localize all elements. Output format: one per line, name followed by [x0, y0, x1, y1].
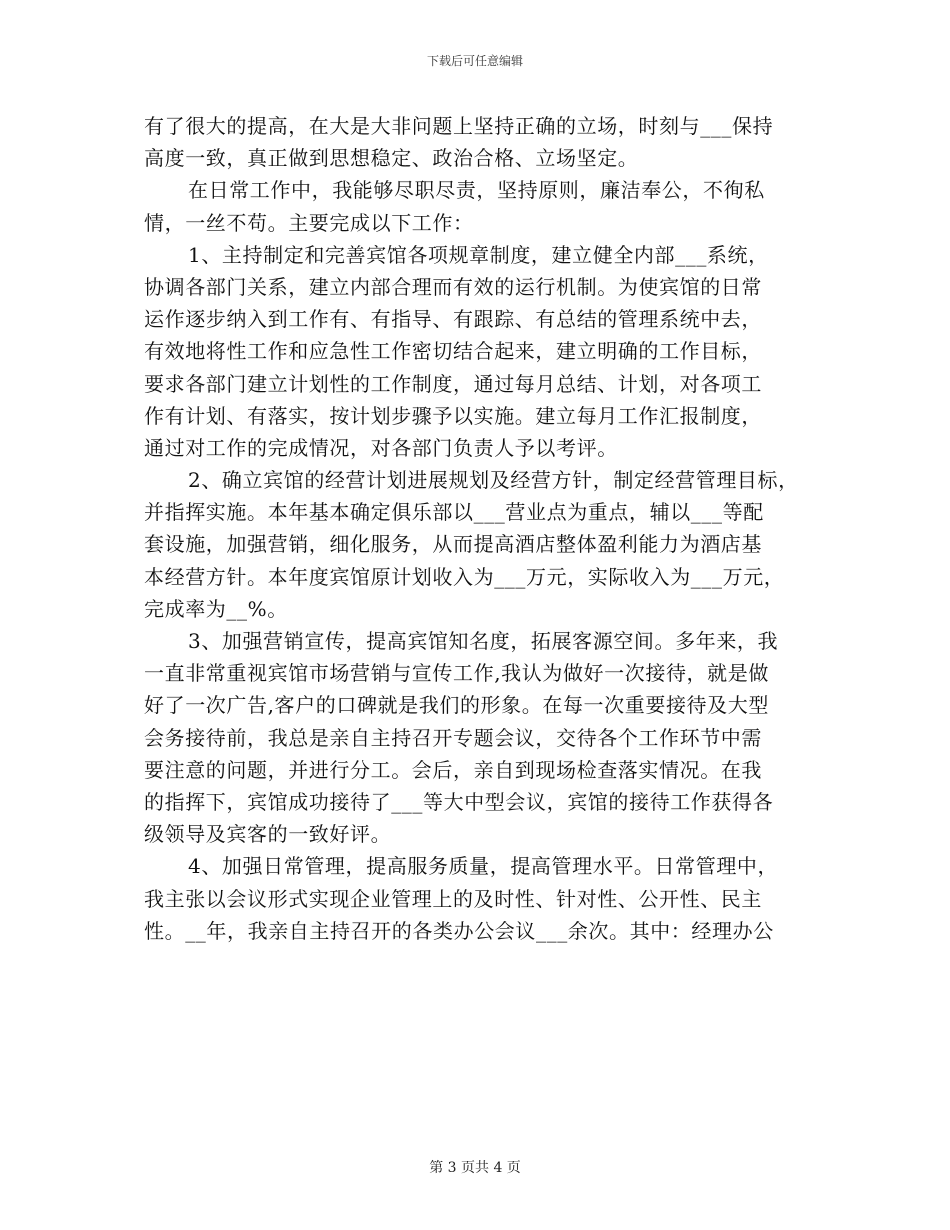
text-line: 套设施，加强营销，细化服务，从而提高酒店整体盈利能力为酒店基 — [144, 532, 762, 557]
text-line: 情，一丝不苟。主要完成以下工作： — [144, 210, 474, 235]
text-line: 1、主持制定和完善宾馆各项规章制度，建立健全内部___系统， — [188, 242, 769, 267]
text-line: 运作逐步纳入到工作有、有指导、有跟踪、有总结的管理系统中去， — [144, 307, 762, 332]
paragraph-item-3 — [144, 625, 820, 850]
text-line: 作有计划、有落实，按计划步骤予以实施。建立每月工作汇报制度， — [144, 403, 762, 428]
text-line: 2、确立宾馆的经营计划进展规划及经营方针，制定经营管理目标， — [188, 468, 799, 493]
paragraph-item-4 — [144, 850, 820, 947]
text-line: 在日常工作中，我能够尽职尽责，坚持原则，廉洁奉公，不徇私 — [188, 178, 765, 203]
text-line: 要注意的问题，并进行分工。会后，亲自到现场检查落实情况。在我 — [144, 757, 762, 782]
paragraph-intro — [144, 174, 820, 238]
text-line: 4、加强日常管理，提高服务质量，提高管理水平。日常管理中， — [188, 854, 779, 879]
text-line: 有了很大的提高，在大是大非问题上坚持正确的立场，时刻与___保持 — [144, 114, 774, 138]
document-body — [144, 110, 820, 947]
text-line: 通过对工作的完成情况，对各部门负责人予以考评。 — [144, 435, 618, 460]
text-line: 一直非常重视宾馆市场营销与宣传工作,我认为做好一次接待，就是做 — [144, 661, 769, 686]
text-line: 我主张以会议形式实现企业管理上的及时性、针对性、公开性、民主 — [144, 886, 762, 911]
text-line: 会务接待前，我总是亲自主持召开专题会议，交待各个工作环节中需 — [144, 725, 762, 750]
text-line: 的指挥下，宾馆成功接待了___等大中型会议，宾馆的接待工作获得各 — [144, 789, 774, 814]
text-line: 并指挥实施。本年基本确定俱乐部以___营业点为重点，辅以___等配 — [144, 500, 764, 525]
text-line: 高度一致，真正做到思想稳定、政治合格、立场坚定。 — [144, 146, 639, 171]
paragraph-continuation — [144, 110, 820, 174]
text-line: 协调各部门关系，建立内部合理而有效的运行机制。为使宾馆的日常 — [144, 274, 762, 299]
paragraph-item-1 — [144, 239, 820, 464]
page-footer: 第 3 页共 4 页 — [429, 1160, 521, 1176]
text-line: 3、加强营销宣传，提高宾馆知名度，拓展客源空间。多年来，我 — [188, 629, 779, 653]
text-line: 性。__年，我亲自主持召开的各类办公会议___余次。其中：经理办公 — [144, 918, 774, 943]
text-line: 级领导及宾客的一致好评。 — [144, 822, 392, 847]
text-line: 有效地将性工作和应急性工作密切结合起来，建立明确的工作目标， — [144, 339, 762, 364]
text-line: 要求各部门建立计划性的工作制度，通过每月总结、计划，对各项工 — [144, 371, 762, 396]
paragraph-item-2 — [144, 464, 820, 625]
text-line: 完成率为__%。 — [144, 596, 288, 621]
text-line: 本经营方针。本年度宾馆原计划收入为___万元，实际收入为___万元， — [144, 564, 785, 589]
text-line: 好了一次广告,客户的口碑就是我们的形象。在每一次重要接待及大型 — [144, 693, 769, 718]
page-header: 下载后可任意编辑 — [426, 54, 523, 68]
